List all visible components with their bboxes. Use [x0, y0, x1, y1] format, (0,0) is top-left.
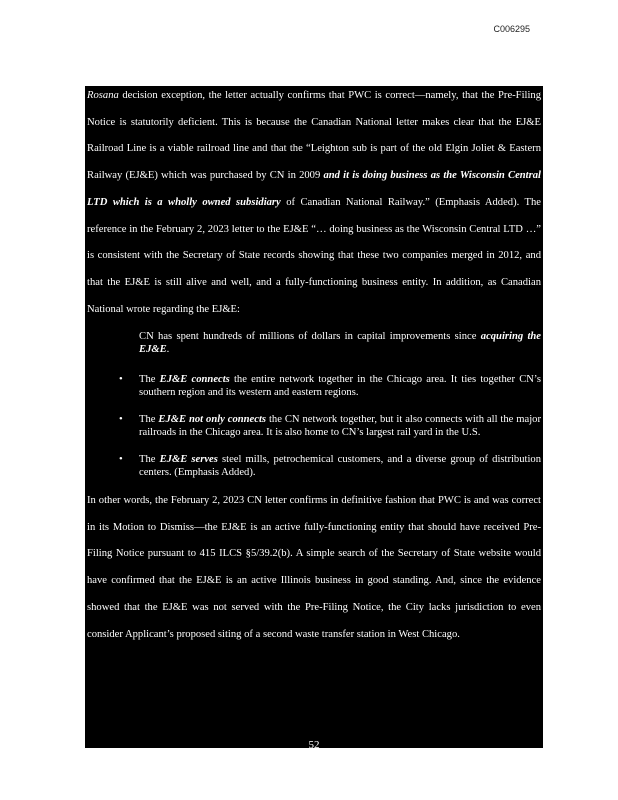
paragraph-emphasis: and it is doing business as the Wisconsin Central LTD which is a wholly owned subsidiary	[87, 170, 541, 208]
bullet-text-a: The	[139, 414, 159, 425]
bullet-text-b: the entire network together in the Chicago area. It ties together CN’s southern region and its western and eastern regions.	[139, 374, 541, 398]
bullet-item	[119, 453, 542, 479]
bates-number: C006295	[493, 24, 530, 34]
paragraph-text-b: of Canadian National Railway.” (Emphasis Added). The reference in the February 2, 2023 letter to the EJ&E “… doing business as the Wisconsin Central LTD …” is consistent with the Secretary of State records showing that these two companies merged in 2012, and that the EJ&E is still alive and well, and a fully-functioning business entity. In addition, as Canadian National wrote regarding the EJ&E:	[87, 196, 541, 315]
page-content-block	[85, 86, 543, 751]
case-name: Rosana	[87, 90, 119, 101]
paragraph-text-a: decision exception, the letter actually confirms that PWC is correct—namely, that the Pre-Filing Notice is statutorily deficient. This is because the Canadian National letter makes clear that the EJ&E Railroad Line is a viable railroad line and that the “Leighton sub is part of the old Elgin Joliet & Eastern Railway (EJ&E) which was purchased by CN in 2009	[87, 90, 541, 182]
bullet-text-b: steel mills, petrochemical customers, and a diverse group of distribution centers. (Emphasis Added).	[139, 454, 542, 478]
quote-text-b: .	[166, 344, 170, 355]
bullet-emphasis: EJ&E connects	[159, 374, 230, 385]
block-quote	[139, 330, 541, 356]
bullet-text-a: The	[139, 374, 160, 385]
bullet-icon: •	[119, 414, 123, 425]
bullet-icon: •	[119, 454, 123, 465]
bullet-icon: •	[119, 374, 123, 385]
bullet-item	[119, 373, 541, 399]
bullet-item	[119, 413, 541, 439]
bullet-emphasis: EJ&E serves	[159, 454, 218, 465]
page-number: 52	[308, 739, 320, 751]
quote-emphasis: acquiring the EJ&E	[139, 331, 541, 355]
quote-text-a: CN has spent hundreds of millions of dollars in capital improvements since	[139, 331, 481, 342]
bullet-text-a: The	[139, 454, 160, 465]
bullet-text-b: the CN network together, but it also connects with all the major railroads in the Chicago area. It is also home to CN’s largest rail yard in the U.S.	[139, 414, 541, 438]
paragraph-argument	[87, 83, 541, 323]
paragraph-conclusion: In other words, the February 2, 2023 CN letter confirms in definitive fashion that PWC is and was correct in its Motion to Dismiss—the EJ&E is an active fully-functioning entity that should have received Pre-Filing Notice pursuant to 415 ILCS §5/39.2(b). A simple search of the Secretary of State website would have confirmed that the EJ&E is an active Illinois business in good standing. And, since the evidence showed that the EJ&E was not served with the Pre-Filing Notice, the City lacks jurisdiction to even consider Applicant’s proposed siting of a second waste transfer station in West Chicago.	[87, 495, 541, 640]
bullet-emphasis: EJ&E not only connects	[158, 414, 267, 425]
